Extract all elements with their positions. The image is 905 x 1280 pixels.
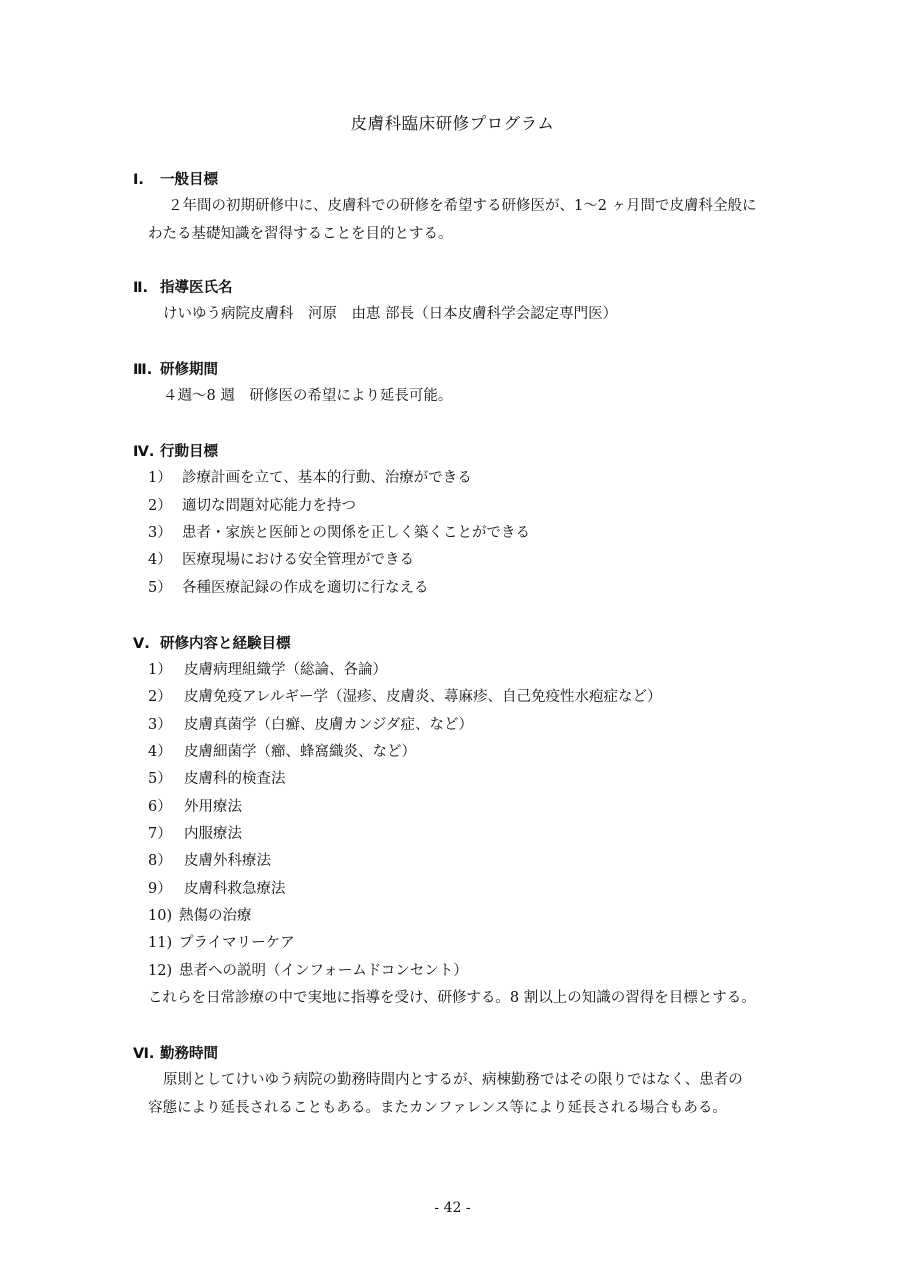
section-title: 行動目標 [160,444,218,460]
list-item [148,521,530,542]
list-item-text: 熱傷の治療 [179,908,252,924]
section-number: Ⅵ. [133,1046,155,1062]
paragraph-line: ４週〜8 週 研修医の希望により延長可能。 [163,388,453,404]
list-item [148,767,286,788]
paragraph-line: ２年間の初期研修中に、皮膚科での研修を希望する研修医が、1〜2 ヶ月間で皮膚科全般に [168,198,757,214]
section-title: 研修内容と経験目標 [160,636,291,652]
section-title: 研修期間 [160,362,218,378]
section-heading-3 [133,358,218,379]
list-item-text: 皮膚外科療法 [184,853,271,869]
list-item [148,822,242,843]
section-number: Ⅴ. [133,636,150,652]
paragraph-line: これらを日常診療の中で実地に指導を受け、研修する。8 割以上の知識の習得を目標とする。 [148,990,756,1006]
list-item-number: 5） [148,580,172,596]
paragraph-line: 容態により延長されることもある。またカンファレンス等により延長される場合もある。 [148,1100,727,1116]
list-item-text: 皮膚科的検査法 [184,771,286,787]
list-item-number: 5） [148,771,172,787]
list-item [148,658,387,679]
list-item-number: 11) [148,935,173,951]
list-item-number: 7） [148,826,172,842]
list-item-text: 皮膚細菌学（癤、蜂窩織炎、など） [184,744,416,760]
list-item-number: 6） [148,799,172,815]
list-item-number: 1） [148,470,172,486]
list-item [148,795,242,816]
section-heading-4 [133,440,218,461]
list-item [148,494,356,515]
section-number: Ⅰ. [133,172,144,188]
list-item [148,685,662,706]
list-item-text: 外用療法 [184,799,242,815]
section-heading-1 [133,168,218,189]
paragraph-line: けいゆう病院皮膚科 河原 由恵 部長（日本皮膚科学会認定専門医） [163,306,618,322]
paragraph-line: 原則としてけいゆう病院の勤務時間内とするが、病棟勤務ではその限りではなく、患者の [163,1072,743,1088]
list-item-text: 皮膚病理組織学（総論、各論） [184,662,387,678]
list-item-text: 患者への説明（インフォームドコンセント） [179,963,468,979]
list-item-number: 1） [148,662,172,678]
list-item [148,849,271,870]
list-item-text: プライマリーケア [179,935,295,951]
list-item [148,576,429,597]
list-item [148,466,472,487]
section-number: Ⅳ. [133,444,155,460]
page-number: - 42 - [434,1200,471,1216]
section-heading-2 [133,276,233,297]
list-item-text: 診療計画を立て、基本的行動、治療ができる [182,470,472,486]
list-item [148,713,473,734]
list-item-number: 2） [148,498,172,514]
paragraph-line: わたる基礎知識を習得することを目的とする。 [148,226,453,242]
list-item-number: 4） [148,552,172,568]
list-item-text: 内服療法 [184,826,242,842]
list-item-text: 皮膚真菌学（白癬、皮膚カンジダ症、など） [184,717,474,733]
list-item [148,548,414,569]
list-item-number: 3） [148,717,172,733]
document-title: 皮膚科臨床研修プログラム [350,114,555,133]
list-item-text: 各種医療記録の作成を適切に行なえる [182,580,429,596]
section-title: 指導医氏名 [160,280,233,296]
list-item-number: 8） [148,853,172,869]
list-item [148,740,416,761]
list-item-number: 4） [148,744,172,760]
list-item [148,959,468,980]
list-item-number: 12) [148,963,173,979]
list-item-text: 皮膚免疫アレルギー学（湿疹、皮膚炎、蕁麻疹、自己免疫性水疱症など） [184,689,662,705]
list-item [148,904,252,925]
section-heading-6 [133,1042,218,1063]
list-item [148,931,295,952]
section-title: 勤務時間 [160,1046,218,1062]
list-item-number: 10) [148,908,173,924]
section-heading-5 [133,632,291,653]
list-item-number: 3） [148,525,172,541]
list-item-text: 患者・家族と医師との関係を正しく築くことができる [182,525,530,541]
list-item-number: 9） [148,881,172,897]
section-number: Ⅱ. [133,280,149,296]
list-item-number: 2） [148,689,172,705]
list-item-text: 皮膚科救急療法 [184,881,286,897]
list-item-text: 医療現場における安全管理ができる [182,552,414,568]
list-item [148,877,286,898]
section-number: Ⅲ. [133,362,153,378]
section-title: 一般目標 [160,172,218,188]
list-item-text: 適切な問題対応能力を持つ [182,498,356,514]
